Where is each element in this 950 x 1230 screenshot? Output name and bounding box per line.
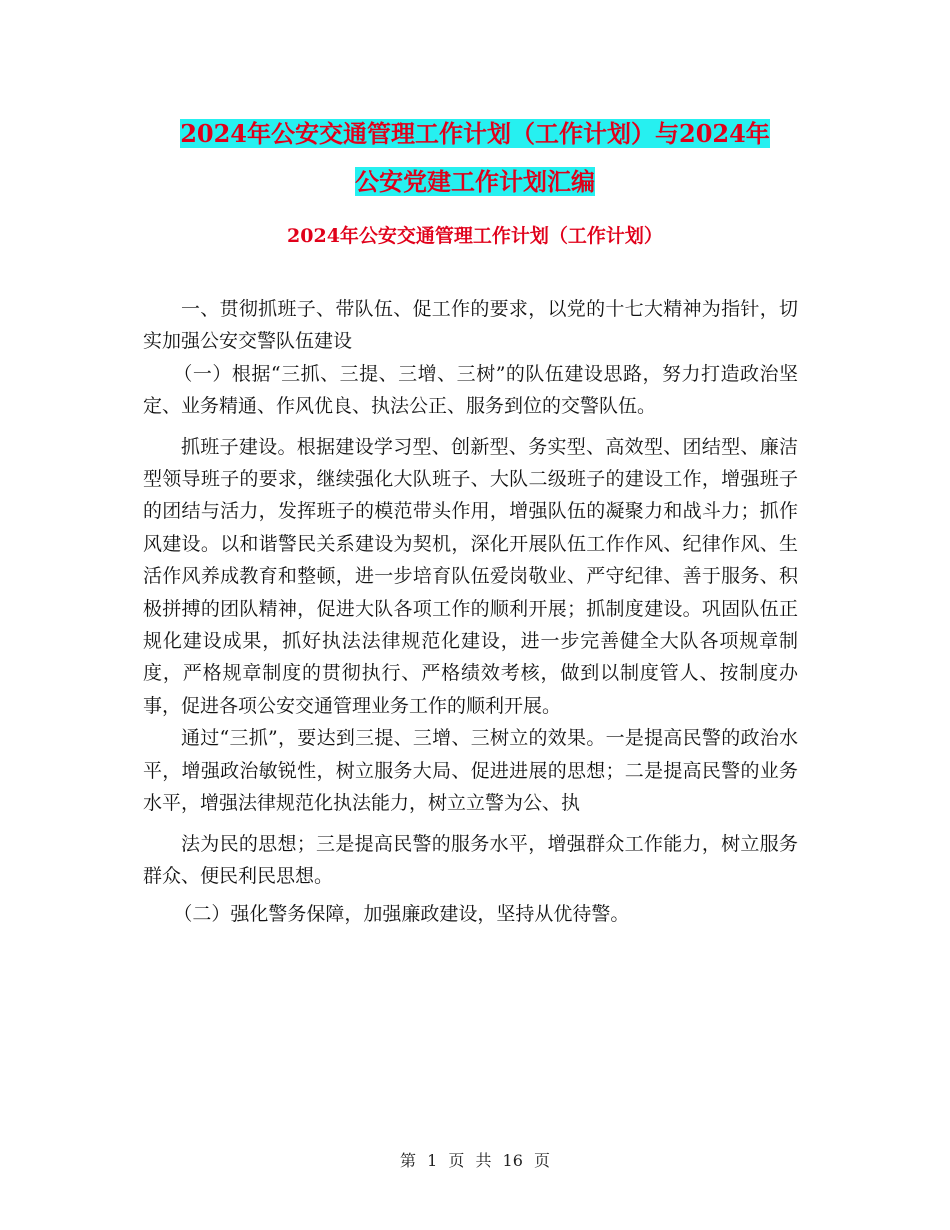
document-body xyxy=(143,293,798,931)
paragraph-4: 通过“三抓”，要达到三提、三增、三树立的效果。一是提高民警的政治水平，增强政治敏锐性，树立服务大局、促进进展的思想；二是提高民警的业务水平，增强法律规范化执法能力，树立立警为公、执 xyxy=(143,727,798,815)
main-title-line-1: 2024年公安交通管理工作计划（工作计划）与2024年 xyxy=(180,119,770,148)
paragraph-6: （二）强化警务保障，加强廉政建设，坚持从优待警。 xyxy=(173,903,630,926)
paragraph-2: （一）根据“三抓、三提、三增、三树”的队伍建设思路，努力打造政治坚定、业务精通、作风优良、执法公正、服务到位的交警队伍。 xyxy=(143,362,798,418)
section-title: 2024年公安交通管理工作计划（工作计划） xyxy=(287,225,663,247)
paragraph-5: 法为民的思想；三是提高民警的服务水平，增强群众工作能力，树立服务群众、便民利民思想。 xyxy=(143,832,798,887)
main-title-line-2: 公安党建工作计划汇编 xyxy=(355,167,595,196)
paragraph-1: 一、贯彻抓班子、带队伍、促工作的要求，以党的十七大精神为指针，切实加强公安交警队伍建设 xyxy=(143,298,798,353)
page-number: 第 1 页 共 16 页 xyxy=(400,1151,550,1170)
paragraph-3: 抓班子建设。根据建设学习型、创新型、务实型、高效型、团结型、廉洁型领导班子的要求，继续强化大队班子、大队二级班子的建设工作，增强班子的团结与活力，发挥班子的模范带头作用，增强队伍的凝聚力和战斗力；抓作风建设。以和谐警民关系建设为契机，深化开展队伍工作作风、纪律作风、生活作风养成教育和整顿，进一步培育队伍爱岗敬业、严守纪律、善于服务、积极拼搏的团队精神，促进大队各项工作的顺利开展；抓制度建设。巩固队伍正规化建设成果，抓好执法法律规范化建设，进一步完善健全大队各项规章制度，严格规章制度的贯彻执行、严格绩效考核，做到以制度管人、按制度办事，促进各项公安交通管理业务工作的顺利开展。 xyxy=(143,435,798,717)
main-title xyxy=(140,110,810,206)
